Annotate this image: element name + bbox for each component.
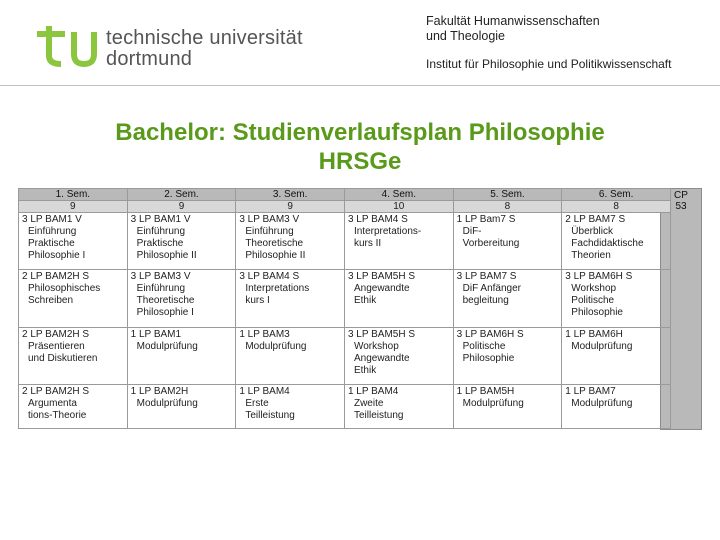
module-code: 3 LP BAM5H S: [347, 271, 416, 283]
module-title-line: Praktische: [28, 238, 75, 249]
semester-cp: 8: [562, 201, 671, 213]
module-code: 3 LP BAM4 S: [239, 271, 300, 283]
module-code: 3 LP BAM3 V: [239, 214, 300, 225]
module-title-line: Modulprüfung: [571, 340, 633, 352]
module-title-line: tions-Theorie: [28, 410, 87, 422]
module-title-line: Modulprüfung: [245, 340, 307, 352]
module-cell: [453, 327, 562, 384]
module-cell: [562, 327, 671, 384]
module-code: 3 LP BAM1 V: [22, 214, 82, 225]
module-title-line: Fachdidaktische: [571, 238, 644, 249]
module-title-line: Schreiben: [28, 295, 74, 307]
tu-logo-icon: [34, 24, 98, 68]
module-title-line: Workshop: [571, 283, 617, 295]
module-title-line: Argumenta: [28, 398, 77, 410]
module-cell: [453, 213, 562, 270]
logo-line-2: dortmund: [106, 48, 193, 70]
module-cell: [236, 213, 345, 270]
module-code: 2 LP BAM7 S: [565, 214, 626, 225]
module-title-line: Überblick: [571, 226, 613, 237]
module-title-line: und Diskutieren: [28, 352, 98, 364]
module-title-line: Philosophie II: [245, 250, 306, 261]
module-cell: [236, 327, 345, 384]
module-title-line: Teilleistung: [245, 410, 295, 422]
module-cell: [127, 213, 236, 270]
module-code: 1 LP BAM2H: [130, 386, 189, 398]
cp-row: [19, 201, 671, 213]
module-title-line: Praktische: [136, 238, 184, 249]
module-cell: [19, 385, 128, 429]
module-cell: [344, 270, 453, 327]
semester-header: 3. Sem.: [236, 189, 345, 201]
module-code: 3 LP BAM6H S: [565, 271, 633, 283]
logo-line-1: technische universität: [106, 27, 303, 49]
semester-header: 1. Sem.: [19, 189, 128, 201]
module-title-line: Teilleistung: [353, 410, 404, 422]
module-code: 3 LP BAM5H S: [347, 328, 416, 340]
module-row: [19, 270, 671, 327]
module-row: [19, 213, 671, 270]
cp-total-value: 53: [675, 201, 687, 212]
module-title-line: begleitung: [462, 295, 509, 307]
semester-header-row: [19, 189, 671, 201]
page-title: [20, 118, 700, 176]
module-title-line: Angewandte: [353, 352, 410, 364]
semester-header: 5. Sem.: [453, 189, 562, 201]
module-title-line: Einführung: [28, 226, 77, 237]
faculty-name: [426, 14, 600, 44]
module-code: 1 LP BAM1: [130, 328, 182, 340]
module-code: 1 LP BAM5H: [456, 386, 515, 398]
module-cell: [453, 270, 562, 327]
module-title-line: Angewandte: [353, 283, 410, 295]
module-code: 3 LP BAM6H S: [456, 328, 524, 340]
module-title-line: Theorien: [571, 250, 611, 261]
module-cell: [344, 213, 453, 270]
module-cell: [562, 270, 671, 327]
module-code: 2 LP BAM2H S: [22, 386, 90, 398]
module-code: 1 LP BAM4: [239, 386, 290, 398]
module-title-line: Theoretische: [136, 295, 195, 307]
module-title-line: Modulprüfung: [571, 398, 633, 410]
module-title-line: Interpretations: [245, 283, 310, 295]
module-cell: [453, 385, 562, 429]
semester-header: 2. Sem.: [127, 189, 236, 201]
module-code: 1 LP Bam7 S: [456, 214, 516, 225]
module-title-line: Politische: [462, 340, 506, 352]
module-cell: [236, 270, 345, 327]
university-name: [106, 28, 303, 70]
title-line-1: Bachelor: Studienverlaufsplan Philosophie: [115, 119, 605, 146]
module-row: [19, 385, 671, 429]
module-cell: [19, 213, 128, 270]
module-title-line: Modulprüfung: [462, 398, 524, 410]
header-divider: [0, 85, 720, 86]
module-title-line: Philosophie I: [28, 250, 86, 261]
module-title-line: Theoretische: [245, 238, 304, 249]
module-title-line: Präsentieren: [28, 340, 85, 352]
module-code: 3 LP BAM1 V: [130, 214, 191, 225]
module-title-line: Philosophisches: [28, 283, 101, 295]
semester-header: 6. Sem.: [562, 189, 671, 201]
module-title-line: Politische: [571, 295, 615, 307]
module-title-line: Modulprüfung: [136, 340, 198, 352]
module-code: 2 LP BAM2H S: [22, 271, 90, 283]
module-title-line: Zweite: [353, 398, 384, 410]
module-cell: [127, 270, 236, 327]
module-title-line: DiF-: [462, 226, 482, 237]
module-title-line: Einführung: [136, 283, 186, 295]
module-code: 3 LP BAM7 S: [456, 271, 517, 283]
module-title-line: Erste: [245, 398, 269, 410]
module-title-line: Philosophie: [462, 352, 515, 364]
module-cell: [344, 327, 453, 384]
module-cell: [236, 385, 345, 429]
title-line-2: HRSGe: [318, 148, 402, 175]
study-plan-table: [18, 188, 671, 429]
module-row: [19, 327, 671, 384]
module-cell: [19, 270, 128, 327]
module-cell: [344, 385, 453, 429]
module-title-line: Interpretations-: [353, 226, 422, 237]
module-cell: [127, 327, 236, 384]
module-code: 1 LP BAM4: [347, 386, 399, 398]
module-title-line: Modulprüfung: [136, 398, 198, 410]
module-title-line: Philosophie: [571, 307, 623, 319]
module-title-line: Ethik: [353, 295, 377, 307]
module-cell: [562, 385, 671, 429]
module-code: 1 LP BAM6H: [565, 328, 623, 340]
module-title-line: kurs I: [245, 295, 270, 307]
module-title-line: Philosophie I: [136, 307, 194, 319]
module-cell: [19, 327, 128, 384]
semester-cp: 9: [19, 201, 128, 213]
module-title-line: Einführung: [245, 226, 294, 237]
cp-total-label: CP: [674, 190, 688, 201]
faculty-line-1: Fakultät Humanwissenschaften: [426, 14, 600, 28]
module-title-line: Vorbereitung: [462, 238, 520, 249]
module-code: 3 LP BAM3 V: [130, 271, 191, 283]
institute-name: Institut für Philosophie und Politikwissenschaft: [426, 57, 672, 71]
module-code: 2 LP BAM2H S: [22, 328, 90, 340]
semester-cp: 10: [344, 201, 453, 213]
semester-header: 4. Sem.: [344, 189, 453, 201]
module-code: 1 LP BAM3: [239, 328, 290, 340]
module-title-line: kurs II: [353, 238, 382, 249]
module-title-line: Philosophie II: [136, 250, 197, 261]
semester-cp: 9: [127, 201, 236, 213]
module-cell: [562, 213, 671, 270]
semester-cp: 9: [236, 201, 345, 213]
module-title-line: Ethik: [353, 364, 377, 376]
module-cell: [127, 385, 236, 429]
faculty-line-2: und Theologie: [426, 29, 506, 43]
module-title-line: Einführung: [136, 226, 186, 237]
module-code: 3 LP BAM4 S: [347, 214, 408, 225]
semester-cp: 8: [453, 201, 562, 213]
module-title-line: Workshop: [353, 340, 399, 352]
module-code: 1 LP BAM7: [565, 386, 616, 398]
module-title-line: DiF Anfänger: [462, 283, 521, 295]
